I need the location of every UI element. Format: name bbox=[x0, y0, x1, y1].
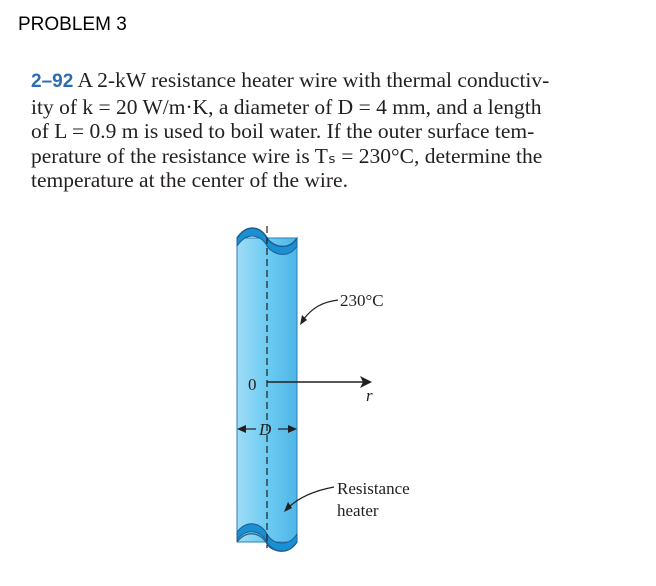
problem-line-1: 2–92 A 2-kW resistance heater wire with thermal conductiv- bbox=[31, 68, 550, 92]
problem-line-4: perature of the resistance wire is Tₛ = 230°C, determine the bbox=[31, 143, 543, 168]
problem-line-3: of L = 0.9 m is used to boil water. If the outer surface tem- bbox=[31, 119, 535, 143]
problem-heading: PROBLEM 3 bbox=[18, 14, 127, 35]
problem-number: 2–92 bbox=[31, 71, 74, 92]
heater-label-line2: heater bbox=[337, 501, 379, 520]
surface-temp-leader bbox=[303, 300, 338, 320]
heater-label-line1: Resistance bbox=[337, 479, 410, 498]
problem-line-2: ity of k = 20 W/m·K, a diameter of D = 4 mm, and a length bbox=[31, 94, 542, 119]
diameter-label: D bbox=[259, 420, 272, 439]
radius-label: r bbox=[366, 386, 373, 405]
surface-temp-label: 230°C bbox=[340, 291, 384, 310]
problem-line-5: temperature at the center of the wire. bbox=[31, 168, 348, 192]
center-label: 0 bbox=[248, 375, 257, 394]
